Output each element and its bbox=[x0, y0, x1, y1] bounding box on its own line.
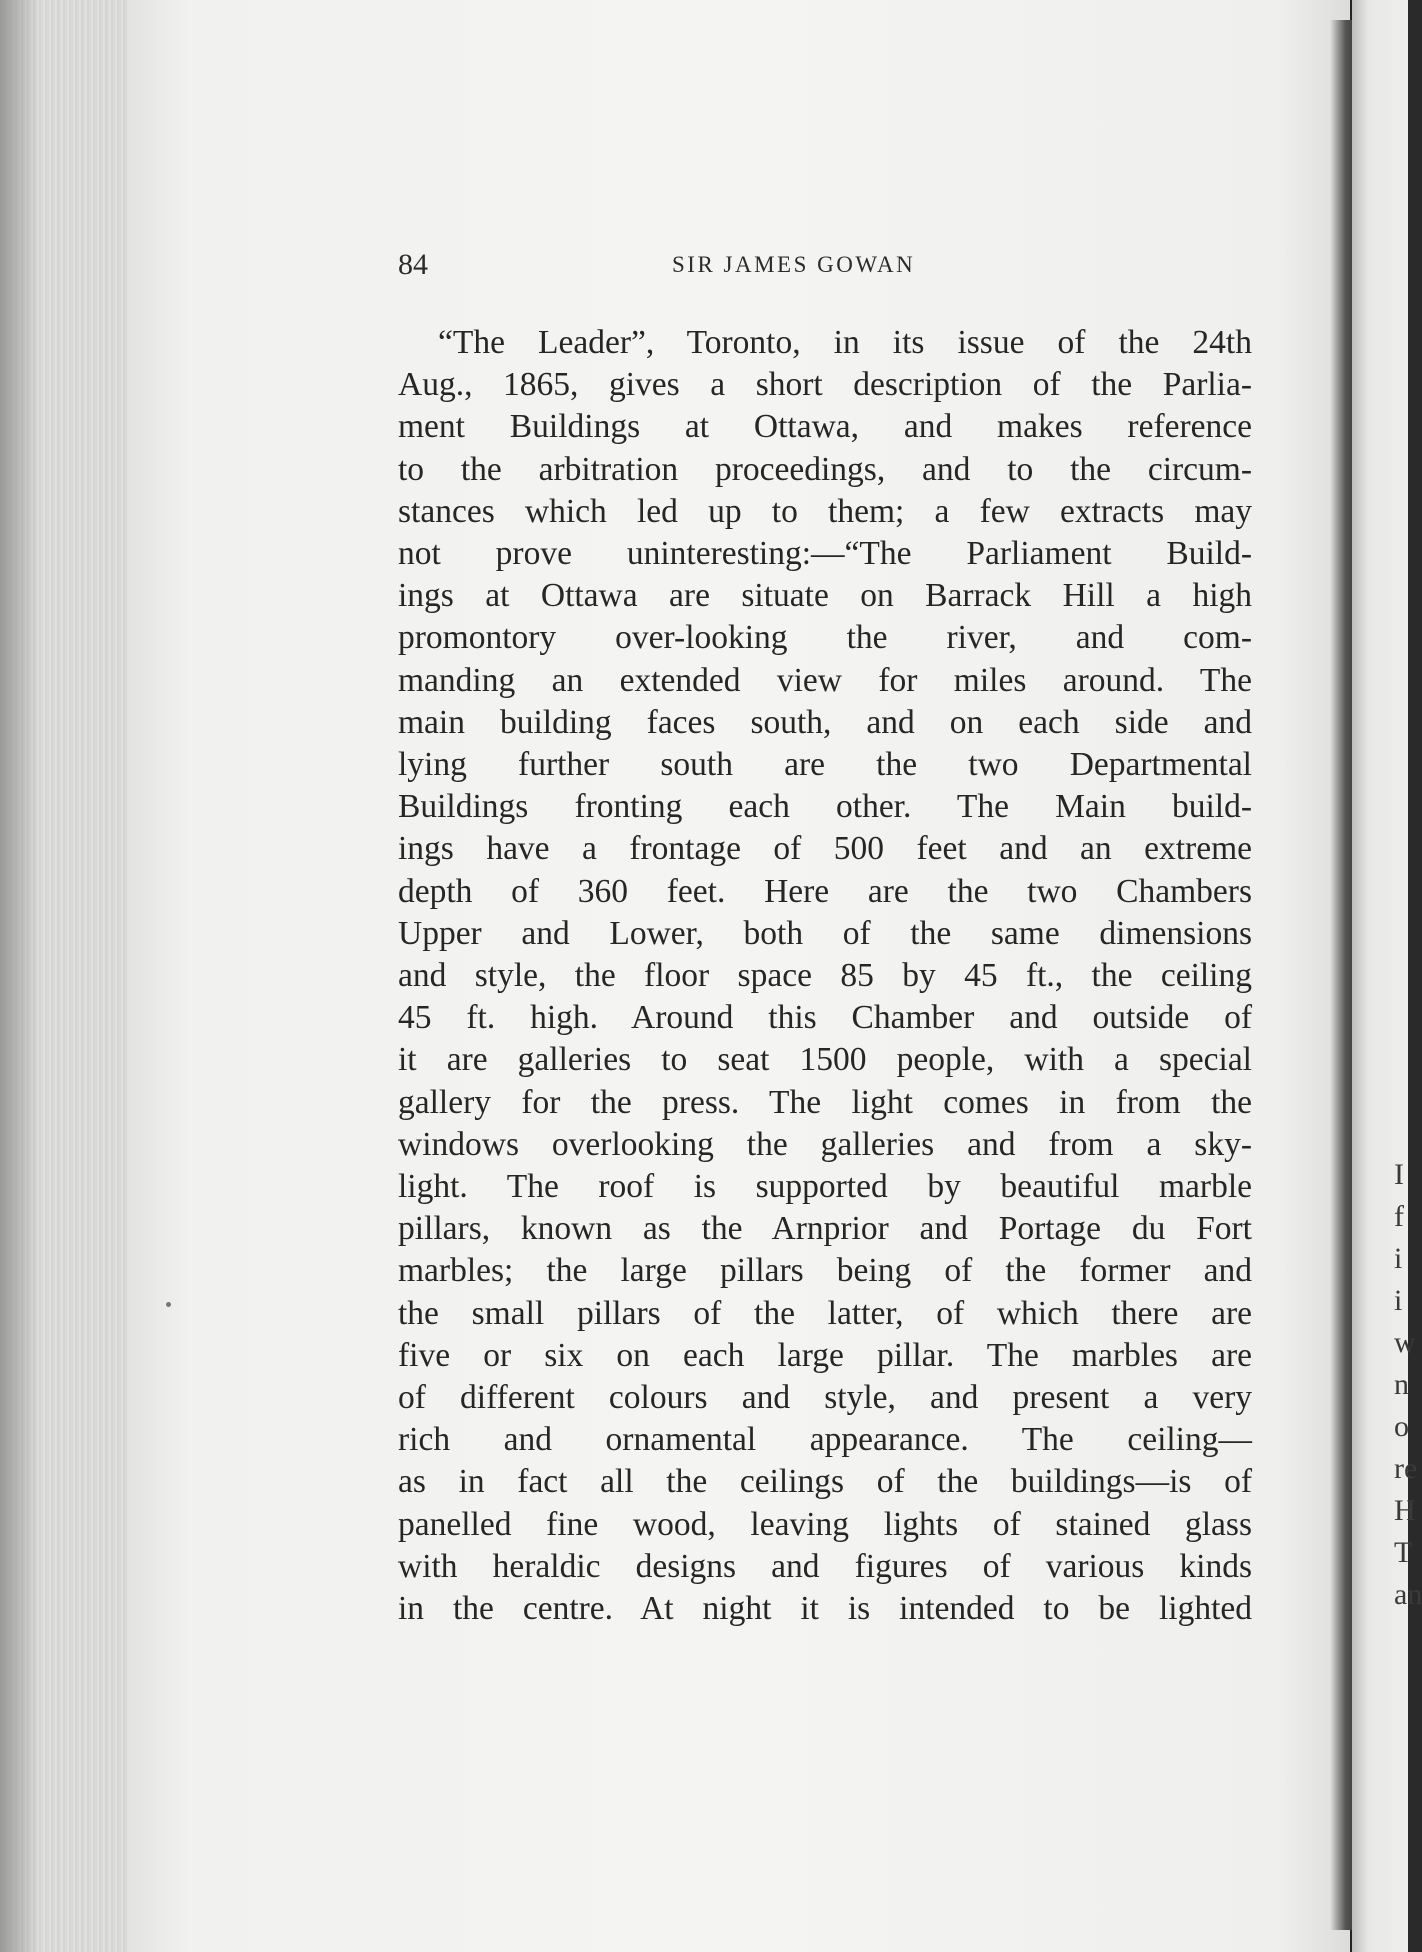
text-line: Buildings fronting each other. The Main build- bbox=[398, 788, 1252, 826]
text-line: in the centre. At night it is intended to be lighted bbox=[398, 1590, 1252, 1628]
text-line: panelled fine wood, leaving lights of stained glass bbox=[398, 1505, 1252, 1543]
text-line: “The Leader”, Toronto, in its issue of the 24th bbox=[438, 324, 1252, 361]
text-line: ings at Ottawa are situate on Barrack Hill a high bbox=[398, 577, 1252, 615]
facing-page-letter: re bbox=[1394, 1452, 1418, 1485]
page-number: 84 bbox=[398, 248, 428, 281]
text-line: of different colours and style, and present a very bbox=[398, 1379, 1252, 1417]
text-line: main building faces south, and on each side and bbox=[398, 703, 1252, 741]
text-line: marbles; the large pillars being of the former and bbox=[398, 1252, 1252, 1290]
text-line: five or six on each large pillar. The marbles are bbox=[398, 1336, 1252, 1374]
text-line: 45 ft. high. Around this Chamber and outside of bbox=[398, 999, 1252, 1037]
text-line: depth of 360 feet. Here are the two Chambers bbox=[398, 872, 1252, 910]
page-speck bbox=[166, 1302, 171, 1307]
facing-page-letter: f bbox=[1394, 1200, 1404, 1233]
facing-page-letter: i bbox=[1394, 1284, 1403, 1317]
text-line: it are galleries to seat 1500 people, with a special bbox=[398, 1041, 1252, 1079]
text-line: manding an extended view for miles around. The bbox=[398, 661, 1252, 699]
body-text bbox=[398, 322, 1252, 1630]
text-line: ment Buildings at Ottawa, and makes reference bbox=[398, 408, 1252, 446]
facing-page-letter: H bbox=[1394, 1494, 1416, 1527]
text-line: gallery for the press. The light comes in from the bbox=[398, 1083, 1252, 1121]
facing-page bbox=[1352, 0, 1408, 1952]
text-line: and style, the floor space 85 by 45 ft., the ceiling bbox=[398, 957, 1252, 995]
facing-page-letter: I bbox=[1394, 1158, 1404, 1191]
text-line: lying further south are the two Departmental bbox=[398, 746, 1252, 784]
text-line: Aug., 1865, gives a short description of the Parlia- bbox=[398, 366, 1252, 404]
text-line: not prove uninteresting:—“The Parliament Build- bbox=[398, 535, 1252, 573]
text-line: as in fact all the ceilings of the buildings—is of bbox=[398, 1463, 1252, 1501]
text-line: the small pillars of the latter, of which there are bbox=[398, 1294, 1252, 1332]
text-line: ings have a frontage of 500 feet and an extreme bbox=[398, 830, 1252, 868]
text-line: with heraldic designs and figures of various kinds bbox=[398, 1547, 1252, 1585]
text-line: stances which led up to them; a few extracts may bbox=[398, 492, 1252, 530]
facing-page-letter: n bbox=[1394, 1368, 1409, 1401]
text-line: to the arbitration proceedings, and to the circum- bbox=[398, 450, 1252, 488]
page-edges-shadow bbox=[0, 0, 40, 1952]
facing-page-letter: i bbox=[1394, 1242, 1403, 1275]
facing-page-letter: an bbox=[1394, 1578, 1422, 1611]
text-line: windows overlooking the galleries and from a sky- bbox=[398, 1125, 1252, 1163]
facing-page-letter: T bbox=[1394, 1536, 1413, 1569]
text-line: Upper and Lower, both of the same dimensions bbox=[398, 914, 1252, 952]
text-line: rich and ornamental appearance. The ceiling— bbox=[398, 1421, 1252, 1459]
facing-page-letter: w bbox=[1394, 1326, 1416, 1359]
text-line: light. The roof is supported by beautiful marble bbox=[398, 1168, 1252, 1206]
text-line: promontory over-looking the river, and com- bbox=[398, 619, 1252, 657]
running-head: SIR JAMES GOWAN bbox=[672, 252, 916, 277]
text-line: pillars, known as the Arnprior and Portage du Fort bbox=[398, 1210, 1252, 1248]
facing-page-letter: o bbox=[1394, 1410, 1409, 1443]
